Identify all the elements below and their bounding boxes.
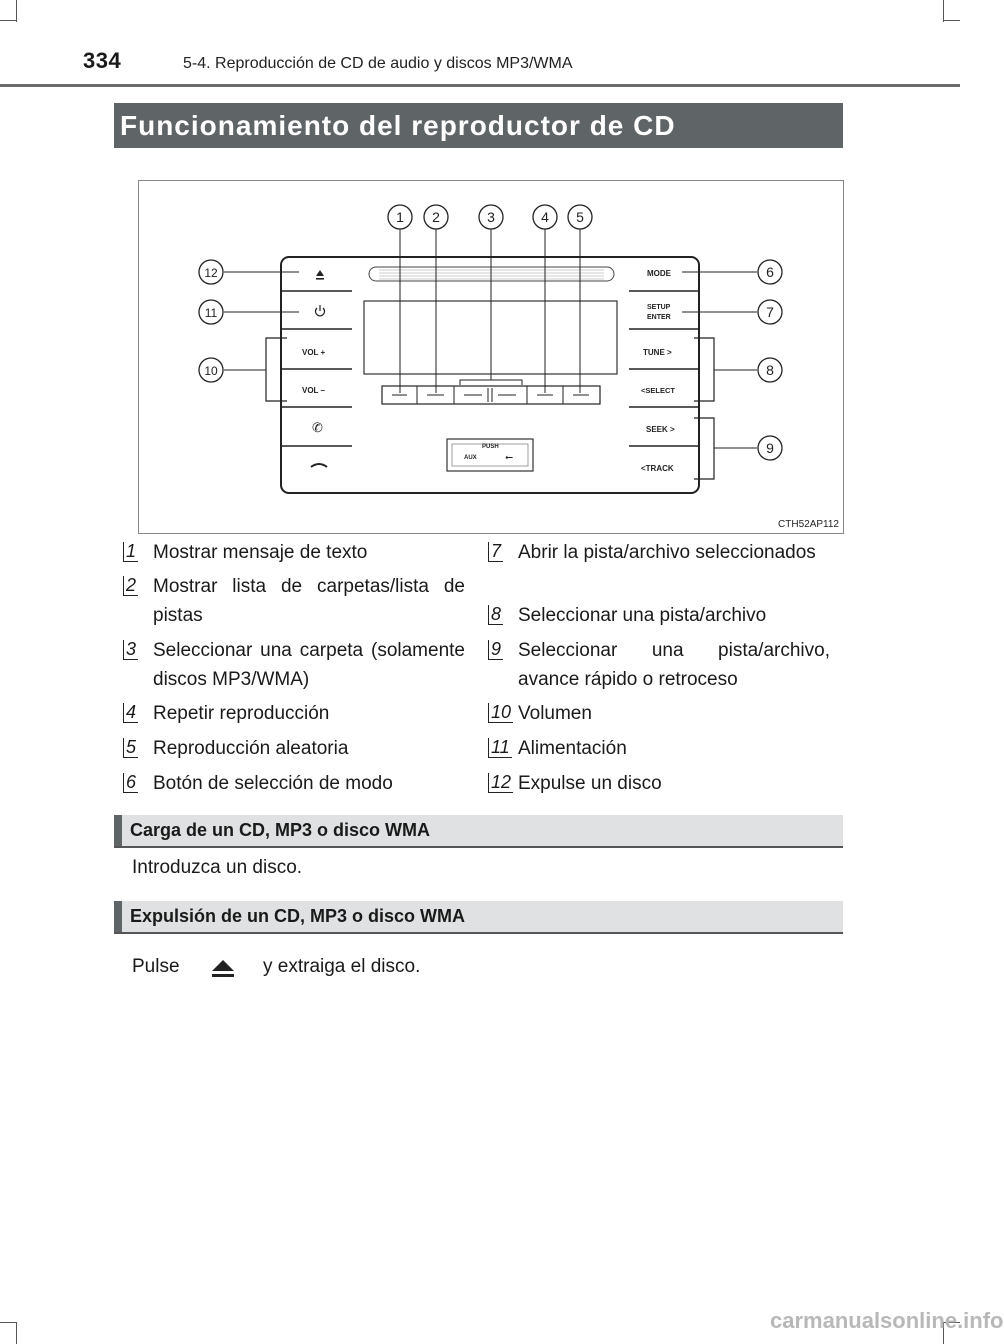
page-number: 334 (83, 48, 122, 73)
vol-up-label: VOL + (302, 348, 326, 357)
legend-text: Mostrar mensaje de texto (153, 542, 368, 563)
legend-number: 11 (488, 738, 512, 758)
callout-11: 11 (204, 306, 218, 320)
tune-label: TUNE > (643, 348, 672, 357)
legend-text: Volumen (518, 703, 592, 724)
cd-player-diagram (139, 181, 845, 535)
eject-icon (316, 270, 324, 280)
legend-text: Reproducción aleatoria (153, 738, 349, 759)
callout-8: 8 (766, 362, 774, 378)
legend-text: Alimentación (518, 738, 627, 759)
mode-label: MODE (647, 269, 671, 278)
vol-down-label: VOL – (302, 386, 325, 395)
legend-number: 9 (488, 640, 503, 660)
push-label: PUSH (482, 444, 499, 450)
callout-4: 4 (541, 209, 549, 225)
legend-number: 6 (123, 773, 138, 793)
legend-number: 7 (488, 542, 503, 562)
section-heading-eject (114, 901, 843, 934)
section-heading-text: Carga de un CD, MP3 o disco WMA (130, 820, 431, 840)
legend-number: 1 (123, 542, 138, 562)
callout-10: 10 (204, 364, 218, 378)
crop-mark (0, 1322, 16, 1323)
section-body: Introduzca un disco. (132, 857, 303, 878)
legend-text: Seleccionar una carpeta (solamente discos MP3/WMA) (153, 640, 465, 690)
legend-number: 4 (123, 703, 138, 723)
legend-number: 10 (488, 703, 513, 723)
legend-number: 5 (123, 738, 138, 758)
track-label: <TRACK (641, 464, 674, 473)
legend-text: Expulse un disco (518, 773, 662, 794)
legend-text: Seleccionar una pista/archivo (518, 605, 767, 626)
callout-6: 6 (766, 264, 774, 280)
crop-mark (944, 20, 960, 21)
callout-7: 7 (766, 304, 774, 320)
section-heading-text: Expulsión de un CD, MP3 o disco WMA (130, 906, 466, 926)
select-label: <SELECT (641, 386, 675, 395)
phone-icon: ✆ (312, 420, 323, 435)
callout-5: 5 (576, 209, 584, 225)
crop-mark (943, 0, 944, 22)
hang-up-icon (311, 464, 327, 467)
crop-mark (16, 1322, 17, 1344)
legend-text: Botón de selección de modo (153, 773, 393, 794)
figure-code: CTH52AP112 (778, 519, 839, 530)
usb-icon: ⭠ (505, 452, 513, 463)
running-header: 5-4. Reproducción de CD de audio y discos MP3/WMA (183, 55, 573, 72)
eject-icon (210, 958, 236, 980)
legend-number: 8 (488, 605, 503, 625)
callout-9: 9 (766, 440, 774, 456)
legend-number: 3 (123, 640, 138, 660)
section-body-before: Pulse (132, 956, 180, 977)
legend-number: 2 (123, 576, 138, 596)
preset-buttons (382, 386, 600, 404)
legend-number: 12 (488, 773, 513, 793)
callout-3: 3 (487, 209, 495, 225)
legend-text: Abrir la pista/archivo seleccionados (518, 542, 816, 563)
legend-text: Seleccionar una pista/archivo, avance rápido o retroceso (518, 640, 830, 690)
callout-2: 2 (432, 209, 440, 225)
legend-text: Mostrar lista de carpetas/lista de pistas (153, 576, 465, 626)
section-body-after: y extraiga el disco. (263, 956, 421, 977)
header-rule (0, 84, 960, 87)
watermark: carmanualsonline.info (770, 1308, 1004, 1333)
power-icon (316, 305, 325, 316)
callout-1: 1 (396, 209, 404, 225)
unit-outline (281, 257, 699, 493)
crop-mark (16, 0, 17, 22)
cd-player-figure (138, 180, 844, 534)
enter-label: ENTER (647, 314, 671, 321)
crop-mark (0, 20, 16, 21)
legend-text: Repetir reproducción (153, 703, 330, 724)
aux-label: AUX (464, 455, 477, 461)
section-heading-load (114, 815, 843, 848)
callout-12: 12 (204, 266, 218, 280)
seek-label: SEEK > (646, 425, 675, 434)
setup-label: SETUP (647, 304, 671, 311)
page-title: Funcionamiento del reproductor de CD (114, 103, 843, 148)
